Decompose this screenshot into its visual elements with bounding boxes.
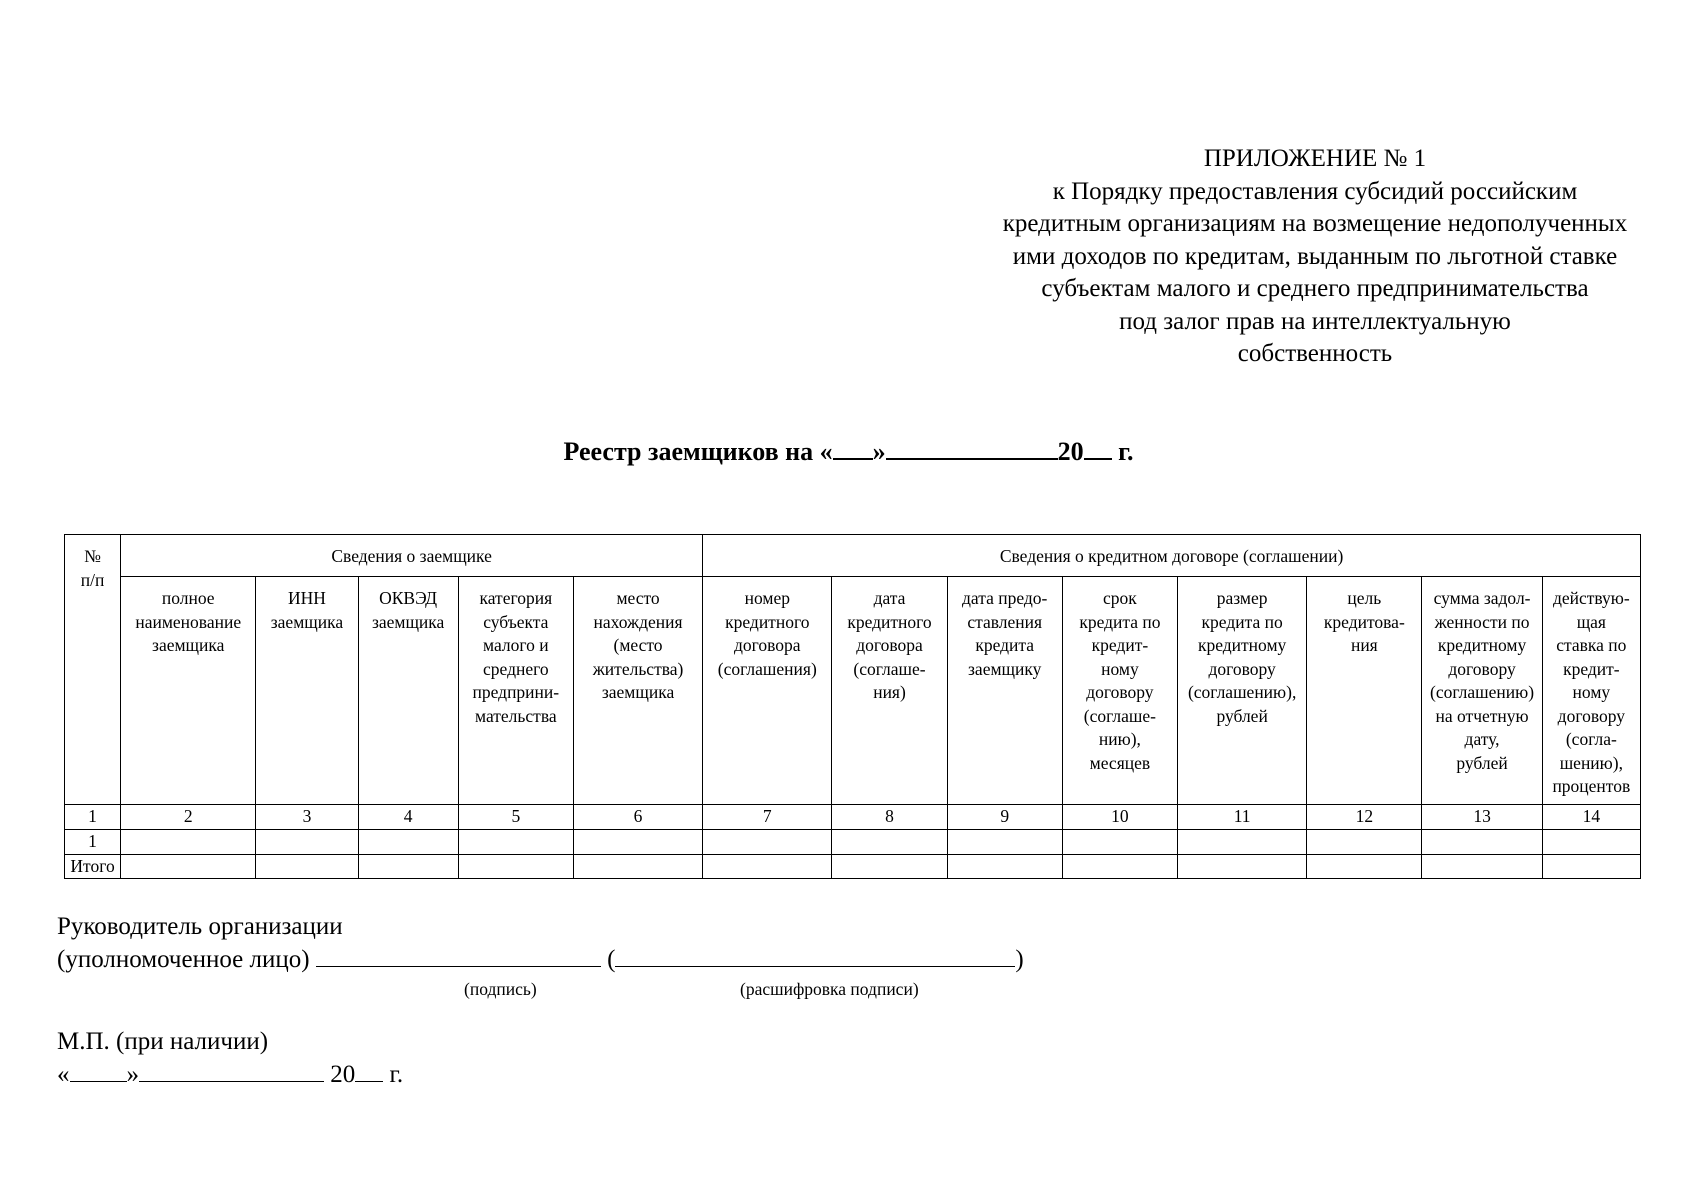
- year-suffix: г.: [383, 1061, 404, 1088]
- column-header-full-name: полное наименование заемщика: [121, 577, 256, 805]
- table-cell[interactable]: [458, 854, 573, 879]
- column-header-loan-purpose: цель кредитова- ния: [1307, 577, 1422, 805]
- table-cell[interactable]: [358, 830, 458, 855]
- appendix-line: ПРИЛОЖЕНИЕ № 1: [1203, 145, 1427, 172]
- column-number-cell: 9: [947, 805, 1062, 830]
- table-cell[interactable]: [1542, 854, 1640, 879]
- register-title-suffix: г.: [1111, 437, 1134, 466]
- header-text: п/п: [80, 569, 105, 590]
- date-open-quote: «: [57, 1061, 70, 1088]
- column-header-issue-date: дата предо- ставления кредита заемщику: [947, 577, 1062, 805]
- column-number-cell: 14: [1542, 805, 1640, 830]
- table-cell[interactable]: [1178, 854, 1307, 879]
- column-number-cell: 7: [703, 805, 832, 830]
- register-title-prefix: Реестр заемщиков на «: [563, 437, 833, 466]
- table-row: [65, 830, 1641, 855]
- signature-decoding-field[interactable]: [615, 945, 1015, 967]
- column-header-contract-date: дата кредитного договора (соглаше- ния): [832, 577, 947, 805]
- table-cell[interactable]: [458, 830, 573, 855]
- year-blank: [1084, 438, 1112, 460]
- column-number-cell: 8: [832, 805, 947, 830]
- column-number-cell: 12: [1307, 805, 1422, 830]
- signature-block: [57, 910, 1024, 976]
- column-header-sme-category: категория субъекта малого и среднего предприни- мательства: [458, 577, 573, 805]
- year-prefix: 20: [330, 1061, 356, 1088]
- table-cell[interactable]: [573, 830, 702, 855]
- column-header-interest-rate: действую- щая ставка по кредит- ному договору (согла- шению), процентов: [1542, 577, 1640, 805]
- header-row-groups: [65, 535, 1641, 577]
- column-header-loan-amount: размер кредита по кредитному договору (соглашению), рублей: [1178, 577, 1307, 805]
- row-number-cell: 1: [65, 830, 121, 855]
- group-header-contract: Сведения о кредитном договоре (соглашении): [703, 535, 1641, 577]
- group-header-borrower: Сведения о заемщике: [121, 535, 703, 577]
- column-numbers-row: [65, 805, 1641, 830]
- borrower-registry-table: [64, 534, 1641, 879]
- column-number-cell: 10: [1062, 805, 1177, 830]
- stamp-block: [57, 1025, 403, 1091]
- header-text: №: [84, 546, 101, 566]
- open-paren: (: [607, 946, 616, 973]
- table-cell[interactable]: [1178, 830, 1307, 855]
- year-field[interactable]: [355, 1060, 383, 1082]
- table-cell[interactable]: [358, 854, 458, 879]
- appendix-line: ими доходов по кредитам, выданным по льготной ставке: [1012, 242, 1618, 270]
- column-number-cell: 11: [1178, 805, 1307, 830]
- appendix-line: собственность: [1237, 340, 1393, 367]
- column-header-contract-number: номер кредитного договора (соглашения): [703, 577, 832, 805]
- day-field[interactable]: [70, 1060, 127, 1082]
- column-header-number: [65, 535, 121, 805]
- month-field[interactable]: [139, 1060, 324, 1082]
- day-blank: [833, 438, 873, 460]
- table-cell[interactable]: [832, 854, 947, 879]
- signature-hint: (подпись): [464, 979, 537, 999]
- table-cell[interactable]: [1422, 830, 1542, 855]
- column-number-cell: 3: [256, 805, 358, 830]
- signature-heading: Руководитель организации: [57, 913, 343, 940]
- column-number-cell: 6: [573, 805, 702, 830]
- column-header-debt-amount: сумма задол- женности по кредитному договору (соглашению) на отчетную дату, рублей: [1422, 577, 1542, 805]
- date-close-quote: »: [126, 1061, 139, 1088]
- appendix-line: под залог прав на интеллектуальную: [1119, 307, 1511, 335]
- column-header-location: место нахождения (место жительства) заемщика: [573, 577, 702, 805]
- decoding-hint: (расшифровка подписи): [740, 979, 919, 999]
- total-label-cell: Итого: [65, 854, 121, 879]
- column-number-cell: 4: [358, 805, 458, 830]
- authorized-person-label: (уполномоченное лицо): [57, 946, 310, 973]
- table-cell[interactable]: [947, 830, 1062, 855]
- column-header-inn: ИНН заемщика: [256, 577, 358, 805]
- signature-line: [57, 943, 1024, 976]
- table-cell[interactable]: [1542, 830, 1640, 855]
- table-cell[interactable]: [121, 854, 256, 879]
- table-cell[interactable]: [573, 854, 702, 879]
- table-cell[interactable]: [1062, 854, 1177, 879]
- table-cell[interactable]: [1307, 854, 1422, 879]
- table-cell[interactable]: [256, 830, 358, 855]
- appendix-header: [900, 143, 1697, 371]
- register-title-mid: »: [872, 437, 886, 466]
- table-cell[interactable]: [256, 854, 358, 879]
- column-number-cell: 2: [121, 805, 256, 830]
- close-paren: ): [1015, 946, 1024, 973]
- appendix-line: субъектам малого и среднего предпринимательства: [1041, 275, 1589, 302]
- stamp-date-line: [57, 1058, 403, 1091]
- total-row: [65, 854, 1641, 879]
- register-title: [0, 437, 1697, 467]
- register-title-year: 20: [1057, 437, 1084, 466]
- column-header-okved: ОКВЭД заемщика: [358, 577, 458, 805]
- column-number-cell: 1: [65, 805, 121, 830]
- table-cell[interactable]: [1307, 830, 1422, 855]
- table-cell[interactable]: [1422, 854, 1542, 879]
- appendix-line: кредитным организациям на возмещение недополученных: [1002, 210, 1628, 237]
- header-row-columns: [65, 577, 1641, 805]
- stamp-label: М.П. (при наличии): [57, 1028, 269, 1055]
- month-blank: [886, 438, 1058, 460]
- table-cell[interactable]: [832, 830, 947, 855]
- column-number-cell: 5: [458, 805, 573, 830]
- appendix-line: к Порядку предоставления субсидий российским: [1052, 177, 1578, 205]
- table-cell[interactable]: [703, 854, 832, 879]
- table-cell[interactable]: [703, 830, 832, 855]
- table-cell[interactable]: [947, 854, 1062, 879]
- table-cell[interactable]: [1062, 830, 1177, 855]
- column-header-loan-term: срок кредита по кредит- ному договору (соглаше- нию), месяцев: [1062, 577, 1177, 805]
- signature-field[interactable]: [316, 945, 601, 967]
- column-number-cell: 13: [1422, 805, 1542, 830]
- table-cell[interactable]: [121, 830, 256, 855]
